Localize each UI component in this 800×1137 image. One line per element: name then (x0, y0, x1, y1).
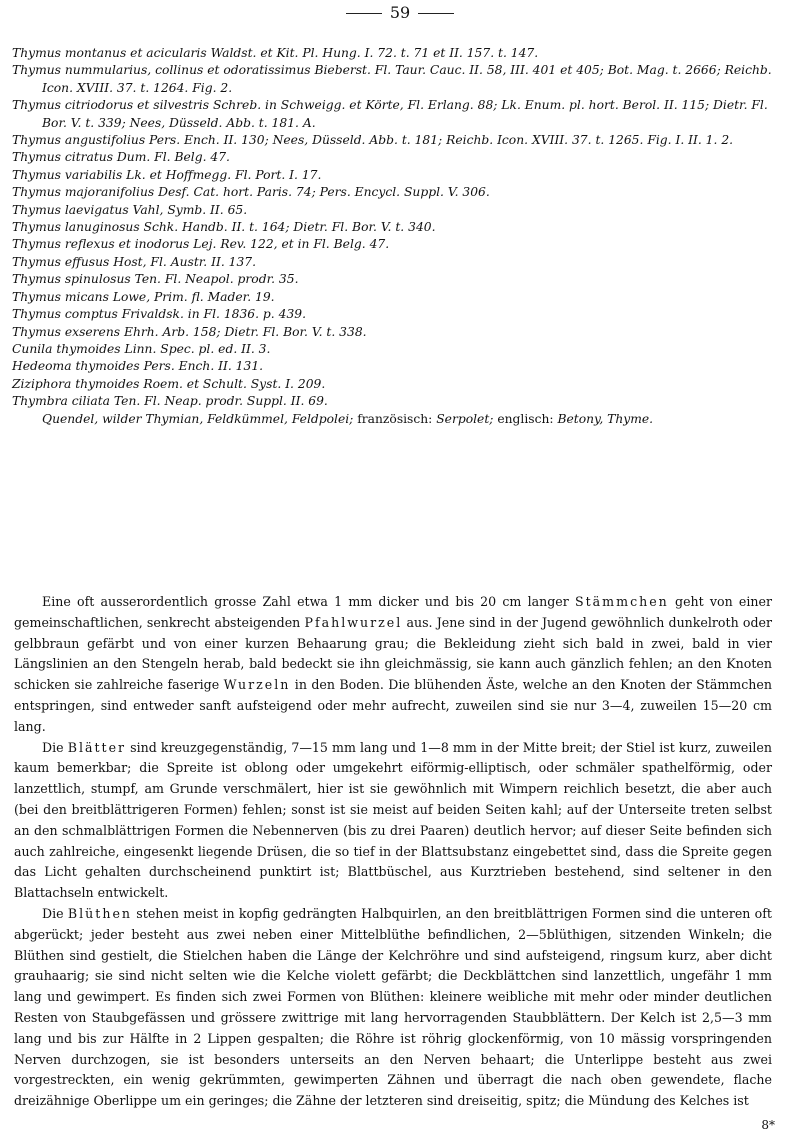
text-run: in den Boden. Die blühenden Äste, welche an den Knoten der Stämmchen entspringen, sind entweder sanft aufsteigend oder mehr aufrecht, zuweilen sind sie nur 3—4, zuweilen 15—20 cm lang. (14, 677, 772, 734)
header-rule-left (346, 13, 382, 14)
text-run: geht von einer gemeinschaftlichen, senkrecht absteigenden (14, 594, 772, 630)
english-label: englisch: (497, 411, 554, 426)
page-header (0, 3, 800, 23)
paragraph-flowers (14, 904, 772, 1112)
spaced-term: Blüthen (67, 905, 133, 921)
french-name: Serpolet; (436, 411, 494, 426)
description-text (14, 592, 772, 1112)
synonym-entry: Thymus laevigatus Vahl, Symb. II. 65. (12, 202, 248, 217)
german-names: Quendel, wilder Thymian, Feldkümmel, Feldpolei; (42, 411, 354, 426)
english-names: Betony, Thyme. (557, 411, 654, 426)
text-run: sind kreuzgegenständig, 7—15 mm lang und 1—8 mm in der Mitte breit; der Stiel ist kurz, zuweilen kaum bemerkbar; die Spreite ist oblong oder umgekehrt eiförmig-elliptisch, oder schmäler spathelförmig, oder lanzettlich, stumpf, am Grunde verschmälert, hier ist sie gewöhnlich mit Wimpern reichlich besetzt, die aber auch (bei den breitblättrigeren Formen) fehlen; sonst ist sie meist auf beiden Seiten kahl; auf der Unterseite treten selbst an den schmalblättrigen Formen die Nebennerven (bis zu drei Paaren) deutlich hervor; auf dieser Seite befinden sich auch zahlreiche, eingesenkt liegende Drüsen, die so tief in der Blattsubstanz eingebettet sind, dass die Spreite gegen das Licht gehalten durchscheinend punktirt ist; Blattbüschel, aus Kurztrieben bestehend, sind seltener in den Blattachseln entwickelt. (14, 739, 772, 901)
synonym-entry: Thymus montanus et acicularis Waldst. et Kit. Pl. Hung. I. 72. t. 71 et II. 157. t. 147. (12, 46, 539, 60)
text-run: stehen meist in kopfig gedrängten Halbquirlen, an den breitblättrigen Formen sind die unteren oft abgerückt; jeder besteht aus zwei neben einer Mittelblüthe befindlichen, 2—5blüthigen, sitzenden Winkeln; die Blüthen sind gestielt, die Stielchen haben die Länge der Kelchröhre und sind aufsteigend, ringsum kurz, aber dicht grauhaarig; sie sind nicht selten wie die Kelche violett gefärbt; die Deckblättchen sind lanzettlich, ungefähr 1 mm lang und gewimpert. Es finden sich zwei Formen von Blüthen: kleinere weibliche mit mehr oder minder deutlichen Resten von Staubgefässen und grössere zwittrige mit lang hervorragenden Staubblättern. Der Kelch ist 2,5—3 mm lang und bis zur Hälfte in 2 Lippen gespalten; die Röhre ist röhrig glockenförmig, von 10 mässig vorspringenden Nerven durchzogen, sie ist besonders unterseits an den Nerven behaart; die Unterlippe besteht aus zwei vorgestreckten, ein wenig gekrümmten, gewimperten Zähnen und überragt die nach oben gewendete, flache dreizähnige Oberlippe um ein geringes; die Zähne der letzteren sind dreiseitig, spitz; die Mündung des Kelches ist (14, 905, 772, 1109)
synonym-entry: Thymus nummularius, collinus et odoratissimus Bieberst. Fl. Taur. Cauc. II. 58, III. 401 et 405; Bot. Mag. t. 2666; Reichb. Icon. XVIII. 37. t. 1264. Fig. 2. (12, 63, 772, 95)
synonym-entry: Thymus majoranifolius Desf. Cat. hort. Paris. 74; Pers. Encycl. Suppl. V. 306. (12, 185, 490, 200)
spaced-term: Blätter (67, 739, 127, 755)
french-label: französisch: (357, 411, 433, 426)
synonym-entry: Hedeoma thymoides Pers. Ench. II. 131. (12, 359, 264, 374)
spaced-term: Stämmchen (574, 594, 669, 609)
header-rule-right (418, 13, 454, 14)
common-names (12, 411, 772, 428)
synonym-entry: Thymus variabilis Lk. et Hoffmegg. Fl. Port. I. 17. (12, 167, 322, 182)
synonym-entry: Thymus reflexus et inodorus Lej. Rev. 122, et in Fl. Belg. 47. (12, 237, 390, 252)
synonym-entry: Thymus spinulosus Ten. Fl. Neapol. prodr. 35. (12, 272, 299, 287)
text-run: aus. Jene sind in der Jugend gewöhnlich dunkelroth oder gelbbraun gefärbt und von einer kurzen Behaarung grau; die Bekleidung zieht sich bald in zwei, bald in vier Längslinien an den Stengeln herab, bald bedeckt sie ihn gleichmässig, sie kann auch gänzlich fehlen; an den Knoten schicken sie zahlreiche faserige (14, 614, 772, 693)
synonym-entry: Thymus citratus Dum. Fl. Belg. 47. (12, 150, 230, 165)
synonym-entry: Cunila thymoides Linn. Spec. pl. ed. II. 3. (12, 341, 271, 356)
synonym-entry: Thymus exserens Ehrh. Arb. 158; Dietr. Fl. Bor. V. t. 338. (12, 324, 367, 339)
text-run: Die (42, 739, 68, 755)
signature-mark: 8* (761, 1118, 775, 1132)
synonym-entry: Thymus lanuginosus Schk. Handb. II. t. 164; Dietr. Fl. Bor. V. t. 340. (12, 220, 436, 235)
synonym-entry: Thymus angustifolius Pers. Ench. II. 130; Nees, Düsseld. Abb. t. 181; Reichb. Icon. XVIII. 37. t. 1265. Fig. I. II. 1. 2. (12, 133, 734, 148)
paragraph-leaves (14, 738, 772, 904)
synonym-entry: Thymus effusus Host, Fl. Austr. II. 137. (12, 254, 257, 269)
text-run: Eine oft ausserordentlich grosse Zahl etwa 1 mm dicker und bis 20 cm langer (42, 594, 575, 609)
synonym-entry: Thymus micans Lowe, Prim. fl. Mader. 19. (12, 289, 275, 304)
text-run: Die (42, 905, 68, 921)
synonym-entry: Ziziphora thymoides Roem. et Schult. Syst. I. 209. (12, 376, 326, 391)
page-number: 59 (389, 3, 411, 22)
synonym-entry: Thymus citriodorus et silvestris Schreb. in Schweigg. et Körte, Fl. Erlang. 88; Lk. Enum. pl. hort. Berol. II. 115; Dietr. Fl. Bor. V. t. 339; Nees, Düsseld. Abb. t. 181. A. (12, 98, 768, 130)
synonym-entry: Thymbra ciliata Ten. Fl. Neap. prodr. Suppl. II. 69. (12, 394, 328, 409)
spaced-term: Wurzeln (223, 677, 291, 693)
paragraph-stems (14, 592, 772, 738)
synonym-entry: Thymus comptus Frivaldsk. in Fl. 1836. p. 439. (12, 307, 307, 322)
spaced-term: Pfahlwurzel (304, 614, 403, 630)
synonym-list (12, 45, 772, 428)
